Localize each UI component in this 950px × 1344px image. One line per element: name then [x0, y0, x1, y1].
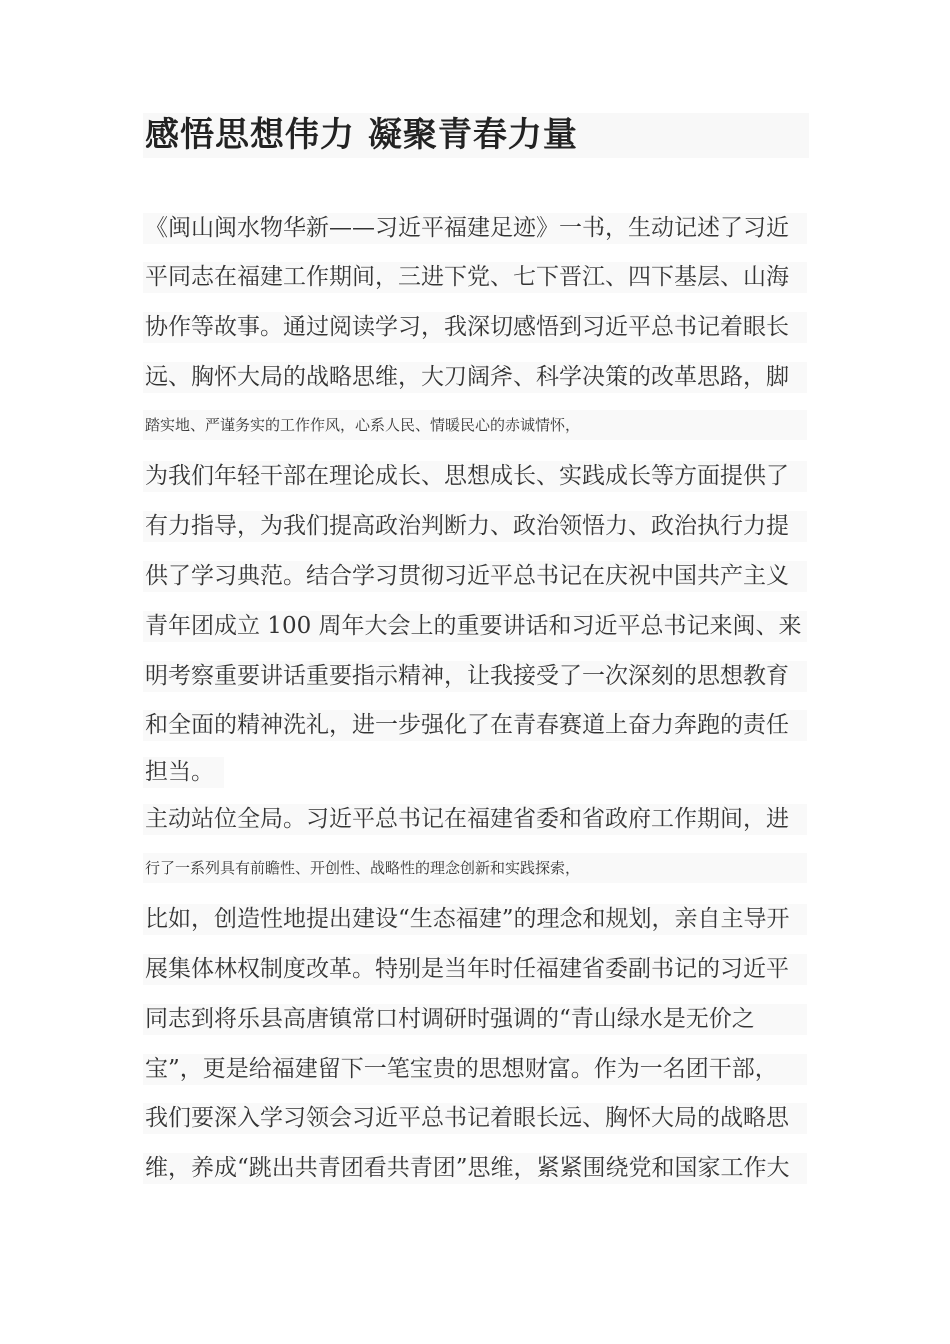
document-title: 感悟思想伟力 凝聚青春力量 [145, 115, 578, 155]
text-line: 《闽山闽水物华新——习近平福建足迹》一书，生动记述了习近 [143, 213, 807, 244]
text-line: 宝”，更是给福建留下一笔宝贵的思想财富。作为一名团干部， [143, 1054, 807, 1085]
text-line: 明考察重要讲话重要指示精神，让我接受了一次深刻的思想教育 [143, 661, 807, 692]
text-line: 平同志在福建工作期间，三进下党、七下晋江、四下基层、山海 [143, 262, 807, 293]
text-line: 青年团成立 100 周年大会上的重要讲话和习近平总书记来闽、来 [143, 611, 807, 642]
text-line: 担当。 [143, 757, 224, 788]
text-line: 供了学习典范。结合学习贯彻习近平总书记在庆祝中国共产主义 [143, 561, 807, 592]
text-line: 协作等故事。通过阅读学习，我深切感悟到习近平总书记着眼长 [143, 312, 807, 343]
text-line: 展集体林权制度改革。特别是当年时任福建省委副书记的习近平 [143, 954, 807, 985]
text-line: 远、胸怀大局的战略思维，大刀阔斧、科学决策的改革思路，脚 [143, 362, 807, 393]
text-line: 我们要深入学习领会习近平总书记着眼长远、胸怀大局的战略思 [143, 1103, 807, 1134]
text-line: 踏实地、严谨务实的工作作风，心系人民、情暖民心的赤诚情怀， [143, 410, 807, 440]
text-line: 和全面的精神洗礼，进一步强化了在青春赛道上奋力奔跑的责任 [143, 710, 807, 741]
text-line: 同志到将乐县高唐镇常口村调研时强调的“青山绿水是无价之 [143, 1004, 807, 1035]
text-line: 行了一系列具有前瞻性、开创性、战略性的理念创新和实践探索， [143, 853, 807, 883]
text-line: 维，养成“跳出共青团看共青团”思维，紧紧围绕党和国家工作大 [143, 1153, 807, 1184]
text-line: 有力指导，为我们提高政治判断力、政治领悟力、政治执行力提 [143, 511, 807, 542]
text-line: 比如，创造性地提出建设“生态福建”的理念和规划，亲自主导开 [143, 904, 807, 935]
text-line: 为我们年轻干部在理论成长、思想成长、实践成长等方面提供了 [143, 461, 807, 492]
text-line: 主动站位全局。习近平总书记在福建省委和省政府工作期间，进 [143, 804, 807, 835]
